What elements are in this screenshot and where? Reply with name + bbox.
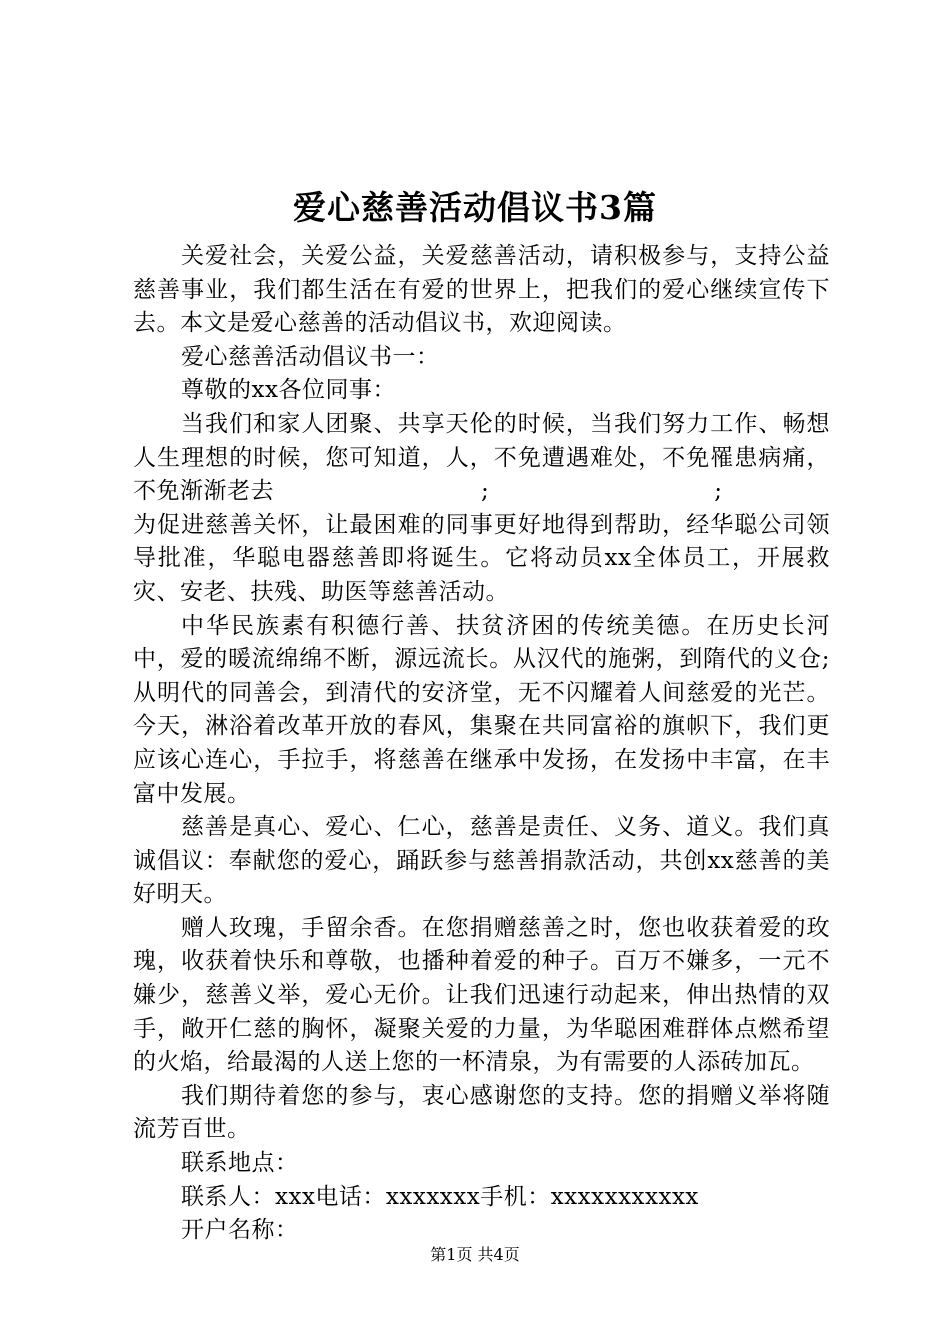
intro-paragraph: 关爱社会，关爱公益，关爱慈善活动，请积极参与，支持公益慈善事业，我们都生活在有爱的世界上，把我们的爱心继续宣传下去。本文是爱心慈善的活动倡议书，欢迎阅读。 — [133, 243, 830, 337]
section-heading: 爱心慈善活动倡议书一： — [181, 343, 440, 370]
body-paragraph-4: 慈善是真心、爱心、仁心，慈善是责任、义务、道义。我们真诚倡议：奉献您的爱心，踊跃参与慈善捐款活动，共创xx慈善的美好明天。 — [133, 814, 830, 908]
account-name: 开户名称： — [181, 1217, 299, 1244]
page-footer: 第1页 共4页 — [430, 1245, 520, 1264]
semicolon-2: ; — [714, 478, 723, 505]
document-body — [133, 240, 830, 1248]
body-paragraph-1 — [133, 408, 830, 509]
document-title: 爱心慈善活动倡议书3篇 — [293, 188, 657, 227]
contact-address: 联系地点： — [181, 1150, 299, 1177]
body-paragraph-1-text: 当我们和家人团聚、共享天伦的时候，当我们努力工作、畅想人生理想的时候，您可知道，人，不免遭遇难处，不免罹患病痛，不免渐渐老去 — [133, 410, 830, 505]
body-paragraph-3: 中华民族素有积德行善、扶贫济困的传统美德。在历史长河中，爱的暖流绵绵不断，源远流长。从汉代的施粥，到隋代的义仓;从明代的同善会，到清代的安济堂，无不闪耀着人间慈爱的光芒。今天，淋浴着改革开放的春风，集聚在共同富裕的旗帜下，我们更应该心连心，手拉手，将慈善在继承中发扬，在发扬中丰富，在丰富中发展。 — [133, 612, 830, 807]
semicolon-1: ; — [481, 478, 490, 505]
contact-person: 联系人：xxx电话：xxxxxxx手机：xxxxxxxxxxx — [181, 1183, 699, 1210]
body-paragraph-5: 赠人玫瑰，手留余香。在您捐赠慈善之时，您也收获着爱的玫瑰，收获着快乐和尊敬，也播种着爱的种子。百万不嫌多，一元不嫌少，慈善义举，爱心无价。让我们迅速行动起来，伸出热情的双手，敞开仁慈的胸怀，凝聚关爱的力量，为华聪困难群体点燃希望的火焰，给最渴的人送上您的一杯清泉，为有需要的人添砖加瓦。 — [133, 914, 830, 1076]
salutation: 尊敬的xx各位同事： — [181, 377, 396, 404]
body-paragraph-2: 为促进慈善关怀，让最困难的同事更好地得到帮助，经华聪公司领导批准，华聪电器慈善即将诞生。它将动员xx全体员工，开展救灾、安老、扶残、助医等慈善活动。 — [133, 511, 830, 605]
body-paragraph-6: 我们期待着您的参与，衷心感谢您的支持。您的捐赠义举将随流芳百世。 — [133, 1082, 830, 1143]
